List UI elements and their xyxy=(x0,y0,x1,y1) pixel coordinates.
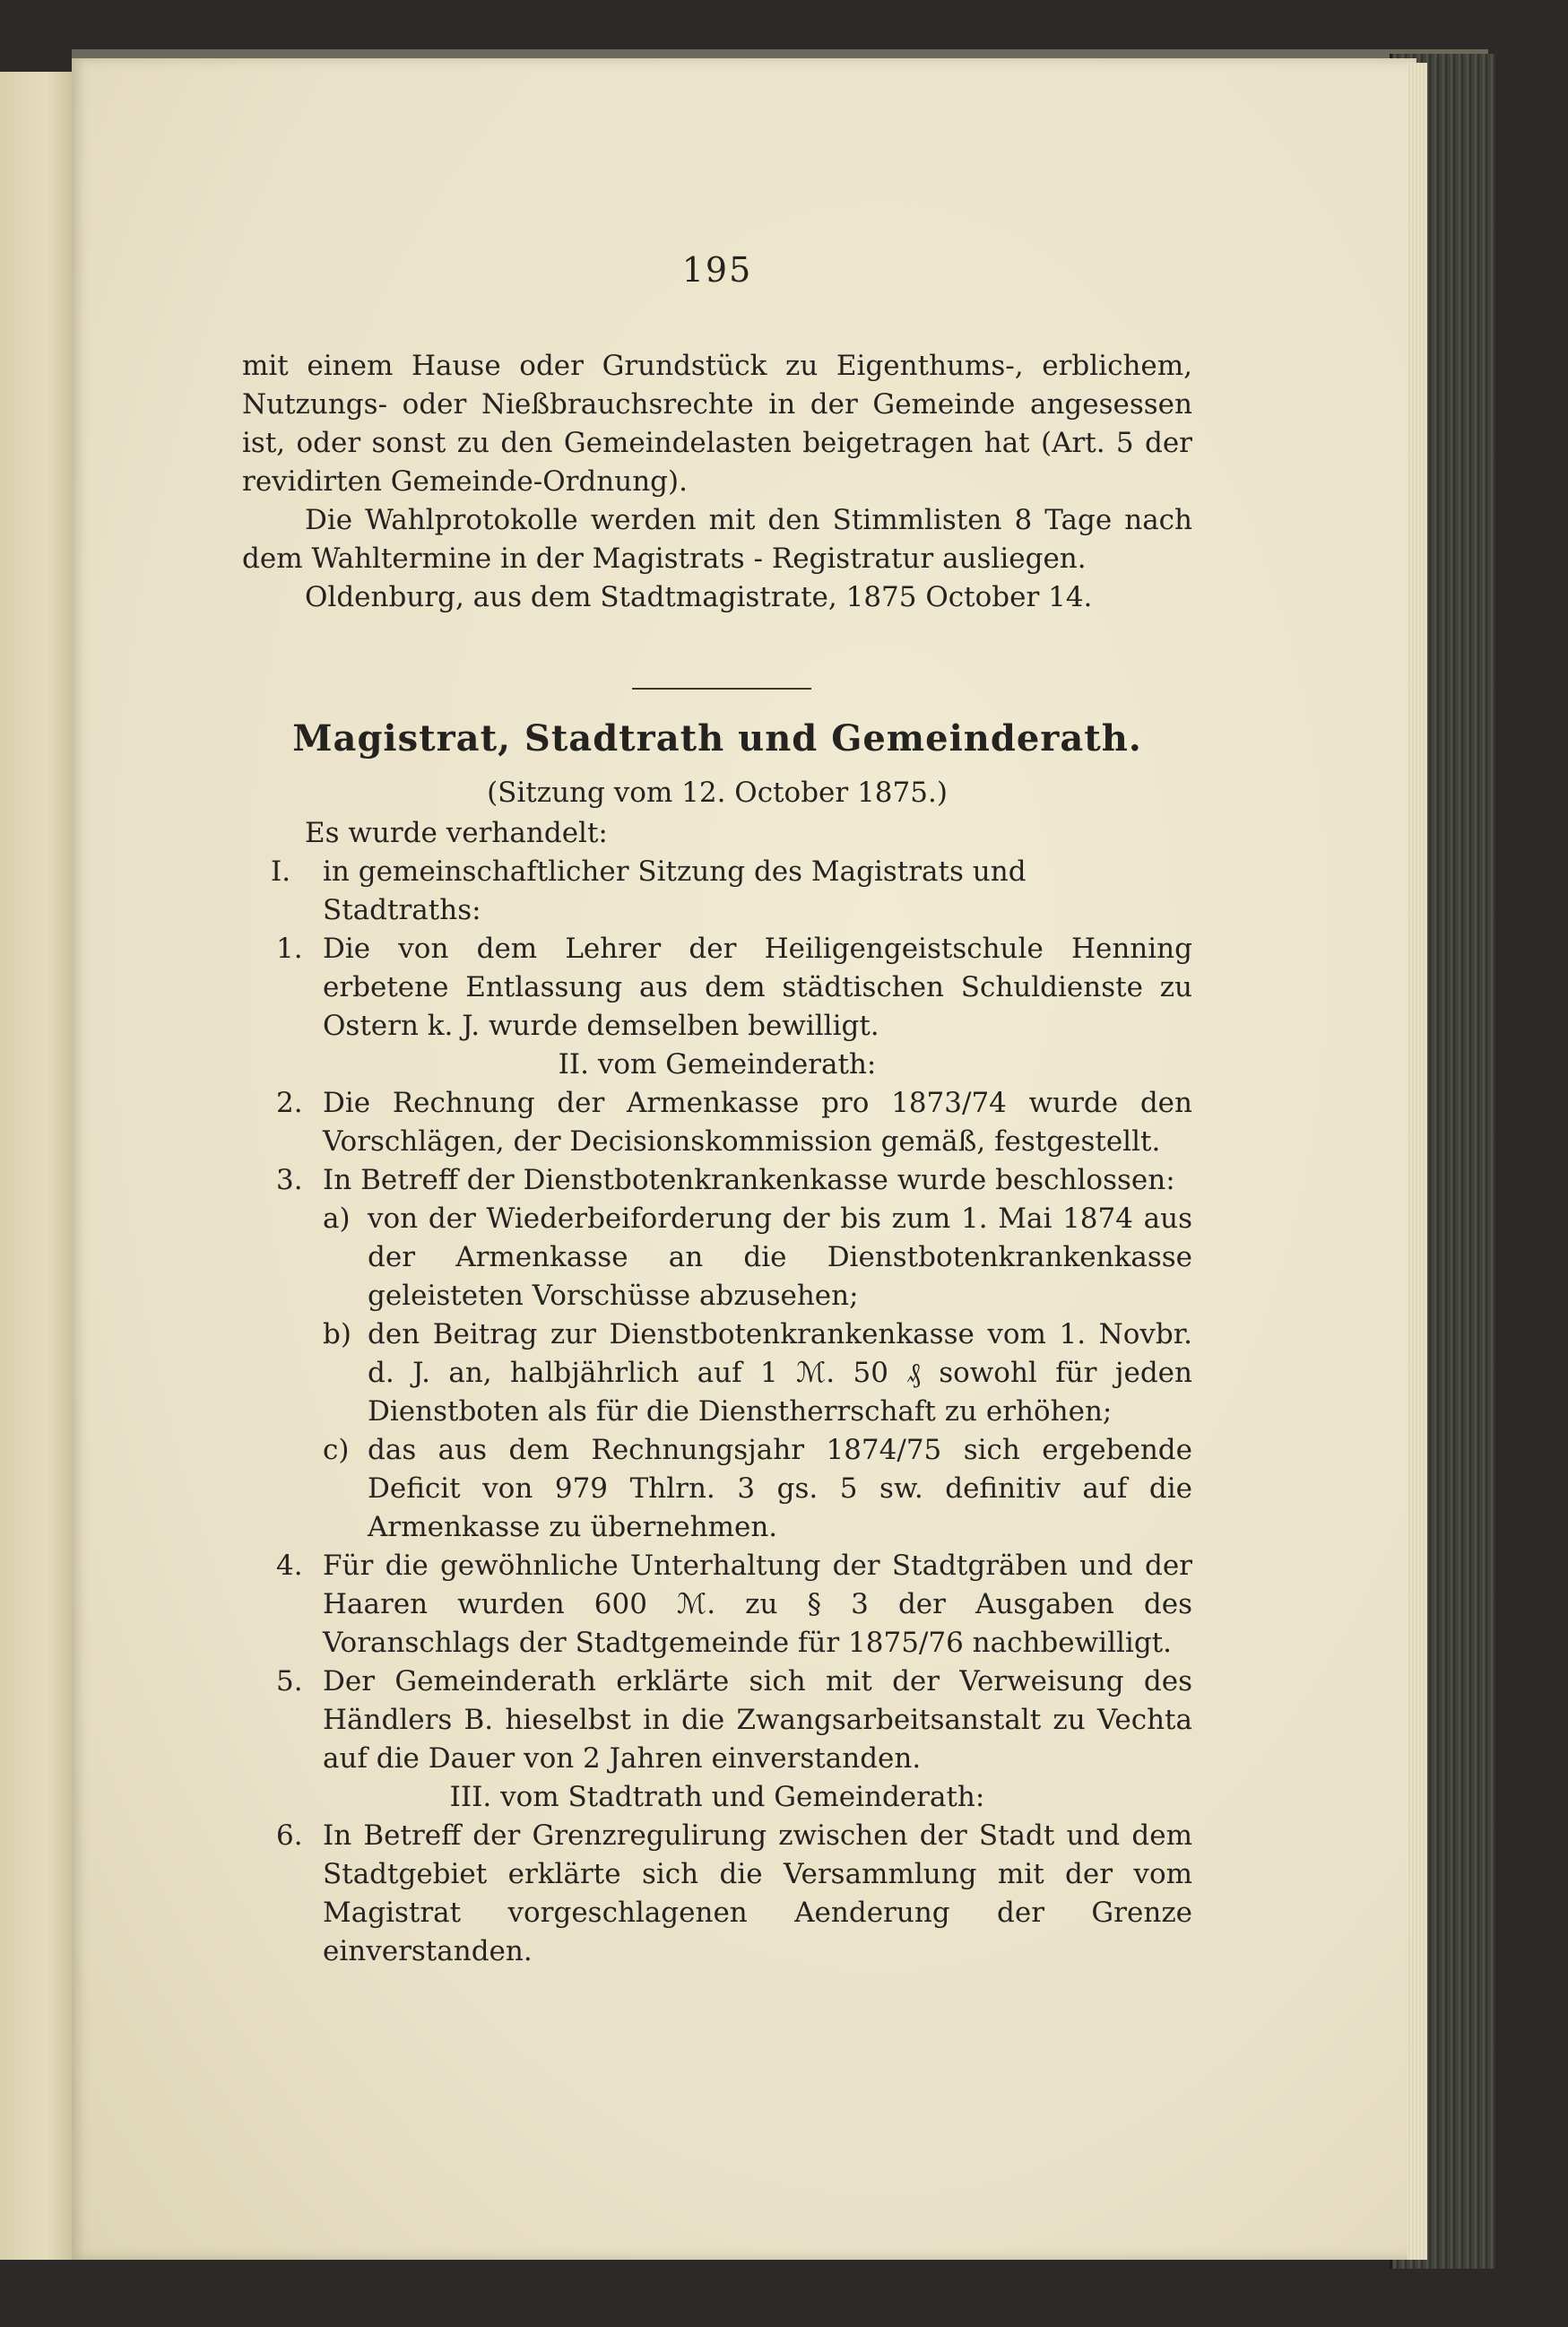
item-text: Der Gemeinderath erklärte sich mit der Verweisung des Händlers B. hieselbst in die Zwangsarbeitsanstalt zu Vechta auf die Dauer von 2 Jahren einverstanden. xyxy=(323,1665,1192,1775)
item-number: 6. xyxy=(276,1819,303,1852)
sub-item-letter: b) xyxy=(323,1318,351,1350)
sub-item xyxy=(242,1315,1192,1431)
list-item xyxy=(242,1547,1192,1663)
section-1 xyxy=(242,853,1192,930)
intro-paragraph: mit einem Hause oder Grundstück zu Eigenthums-, erblichem, Nutzungs- oder Nießbrauchsrechte in der Gemeinde angesessen ist, oder sonst zu den Gemeindelasten beigetragen hat (Art. 5 der revidirten Gemeinde-Ordnung). xyxy=(242,350,1192,498)
section-3: III. vom Stadtrath und Gemeinderath: xyxy=(449,1781,985,1813)
section-label: in gemeinschaftlicher Sitzung des Magistrats und Stadtraths: xyxy=(323,855,1027,926)
item-number: 5. xyxy=(276,1665,303,1697)
sub-item-letter: c) xyxy=(323,1434,350,1466)
sub-item-letter: a) xyxy=(323,1203,351,1235)
section-number: I. xyxy=(271,855,291,888)
section-2: II. vom Gemeinderath: xyxy=(558,1048,877,1081)
item-number: 3. xyxy=(276,1164,303,1196)
intro-line: Es wurde verhandelt: xyxy=(305,817,608,849)
item-text: Die Rechnung der Armenkasse pro 1873/74 wurde den Vorschlägen, der Decisionskommission gemäß, festgestellt. xyxy=(323,1087,1192,1158)
item-text: In Betreff der Dienstbotenkrankenkasse wurde beschlossen: xyxy=(323,1164,1175,1196)
list-item xyxy=(242,1817,1192,1971)
meeting-date: (Sitzung vom 12. October 1875.) xyxy=(487,777,948,809)
list-item xyxy=(242,930,1192,1046)
item-number: 4. xyxy=(276,1550,303,1582)
item-number: 1. xyxy=(276,933,303,965)
intro-paragraph: Die Wahlprotokolle werden mit den Stimmlisten 8 Tage nach dem Wahltermine in der Magistrats - Registratur ausliegen. xyxy=(242,504,1192,575)
sub-item-text: das aus dem Rechnungsjahr 1874/75 sich ergebende Deficit von 979 Thlrn. 3 gs. 5 sw. definitiv auf die Armenkasse zu übernehmen. xyxy=(368,1434,1192,1543)
intro-text xyxy=(242,347,1192,617)
item-number: 2. xyxy=(276,1087,303,1119)
sub-item-text: den Beitrag zur Dienstbotenkrankenkasse vom 1. Novbr. d. J. an, halbjährlich auf 1 ℳ. 50 ₰ sowohl für jeden Dienstboten als für die Dienstherrschaft zu erhöhen; xyxy=(368,1318,1192,1428)
minutes-body xyxy=(242,814,1192,1971)
item-text: Für die gewöhnliche Unterhaltung der Stadtgräben und der Haaren wurden 600 ℳ. zu § 3 der Ausgaben des Voranschlags der Stadtgemeinde für 1875/76 nachbewilligt. xyxy=(323,1550,1192,1659)
item-text: Die von dem Lehrer der Heiligengeistschule Henning erbetene Entlassung aus dem städtischen Schuldienste zu Ostern k. J. wurde demselben bewilligt. xyxy=(323,933,1192,1042)
sub-item xyxy=(242,1200,1192,1315)
section-heading: Magistrat, Stadtrath und Gemeinderath. xyxy=(292,717,1142,760)
list-item xyxy=(242,1084,1192,1161)
sub-item xyxy=(242,1431,1192,1547)
signature-line: Oldenburg, aus dem Stadtmagistrate, 1875 October 14. xyxy=(305,581,1093,613)
item-text: In Betreff der Grenzregulirung zwischen der Stadt und dem Stadtgebiet erklärte sich die Versammlung mit der vom Magistrat vorgeschlagenen Aenderung der Grenze einverstanden. xyxy=(323,1819,1192,1967)
left-page-edge xyxy=(0,72,78,2260)
list-item xyxy=(242,1161,1192,1200)
list-item xyxy=(242,1663,1192,1778)
sub-item-text: von der Wiederbeiforderung der bis zum 1. Mai 1874 aus der Armenkasse an die Dienstbotenkrankenkasse geleisteten Vorschüsse abzusehen; xyxy=(368,1203,1192,1312)
section-divider xyxy=(632,688,811,690)
page-number: 195 xyxy=(681,250,753,290)
page-stack-edges xyxy=(1408,63,1427,2260)
